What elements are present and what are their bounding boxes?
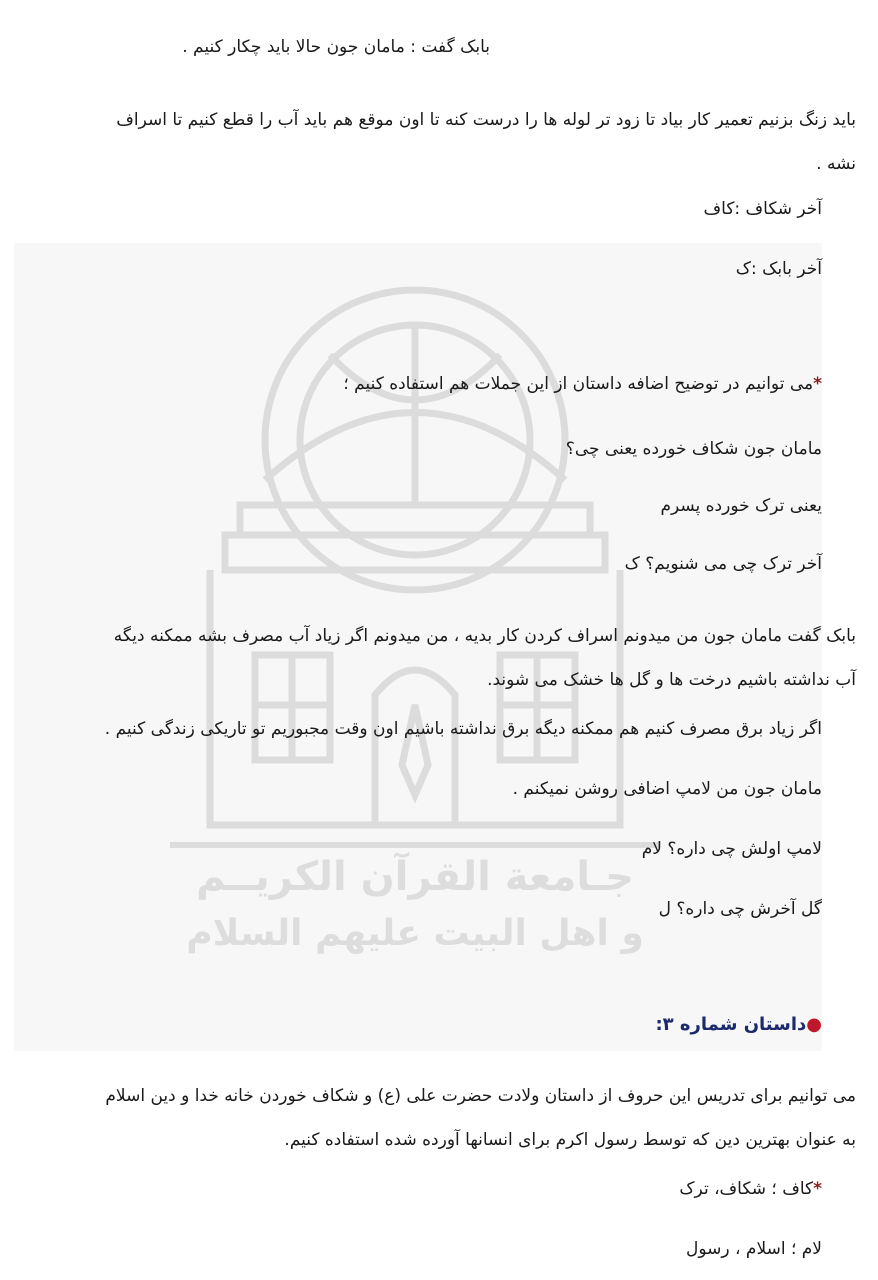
asterisk-marker: * [813,374,822,394]
story-heading [655,1013,822,1036]
text-paragraph-14 [16,1074,856,1162]
text-line-8: آخر ترک چی می شنویم؟ ک [624,554,822,574]
text-line-4: آخر بابک :ک [735,259,822,279]
text-line-16: لام ؛ اسلام ، رسول [686,1239,822,1259]
text-line-5-body: می توانیم در توضیح اضافه داستان از این جملات هم استفاده کنیم ؛ [343,374,814,394]
text-line-11: مامان جون من لامپ اضافی روشن نمیکنم . [512,779,822,799]
text-line-12: لامپ اولش چی داره؟ لام [641,839,822,859]
text-line-9a: بابک گفت مامان جون من میدونم اسراف کردن کار بدیه ، من میدونم اگر زیاد آب مصرف بشه ممکنه دیگه [113,626,856,646]
text-line-9b: آب نداشته باشیم درخت ها و گل ها خشک می شوند. [487,670,856,690]
text-line-10: اگر زیاد برق مصرف کنیم هم ممکنه دیگه برق نداشته باشیم اون وقت مجبوریم تو تاریکی زندگی کنیم . [104,719,822,739]
heading-bullet-icon: ● [806,1014,822,1035]
watermark-text-line1: جـامعة القرآن الكريــم [196,854,634,900]
text-line-1: بابک گفت : مامان جون حالا باید چکار کنیم . [182,37,490,57]
text-line-15-body: کاف ؛ شکاف، ترک [679,1179,814,1199]
text-paragraph-9 [16,614,856,702]
watermark-text-line2: و اهل البيت عليهم السلام [186,913,644,954]
text-line-5 [343,373,822,396]
text-line-7: یعنی ترک خورده پسرم [660,496,822,516]
text-line-6: مامان جون شکاف خورده یعنی چی؟ [565,439,822,459]
text-line-14a: می توانیم برای تدریس این حروف از داستان ولادت حضرت علی (ع) و شکاف خوردن خانه خدا و دین اسلام [105,1086,856,1106]
text-line-2b: نشه . [816,154,856,174]
text-line-14b: به عنوان بهترین دین که توسط رسول اکرم برای انسانها آورده شده استفاده کنیم. [284,1130,856,1150]
text-line-2a: باید زنگ بزنیم تعمیر کار بیاد تا زود تر لوله ها را درست کنه تا اون موقع هم باید آب را قطع کنیم تا اسراف [116,110,856,130]
asterisk-marker-2: * [813,1179,822,1199]
text-paragraph-2 [16,98,856,186]
text-line-15 [679,1178,822,1201]
story-heading-text: داستان شماره ۳: [655,1014,807,1035]
text-line-3: آخر شکاف :کاف [703,199,822,219]
text-line-13: گل آخرش چی داره؟ ل [658,899,822,919]
